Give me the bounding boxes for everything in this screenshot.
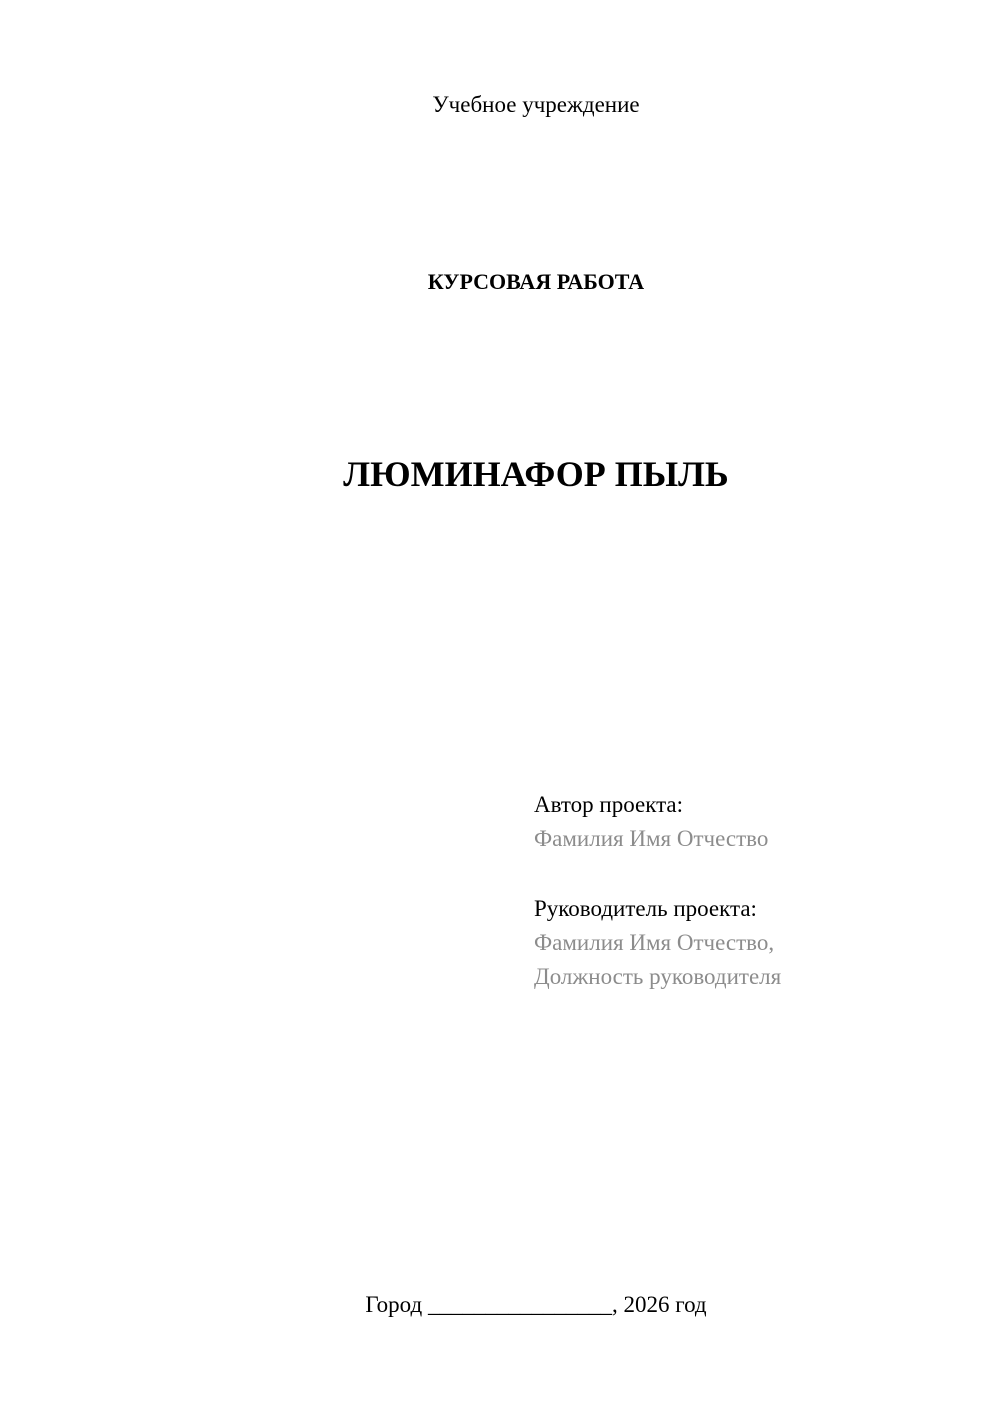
supervisor-label: Руководитель проекта: [534, 896, 757, 921]
work-title: ЛЮМИНАФОР ПЫЛЬ [343, 454, 729, 494]
institution-name: Учебное учреждение [432, 92, 640, 117]
work-type-heading: КУРСОВАЯ РАБОТА [427, 269, 645, 294]
project-people-block [534, 788, 781, 994]
supervisor-name: Фамилия Имя Отчество, [534, 930, 775, 955]
author-name: Фамилия Имя Отчество [534, 826, 769, 851]
city-year-footer: Город ________________, 2026 год [365, 1292, 707, 1317]
author-label: Автор проекта: [534, 792, 683, 817]
supervisor-position: Должность руководителя [534, 964, 782, 989]
